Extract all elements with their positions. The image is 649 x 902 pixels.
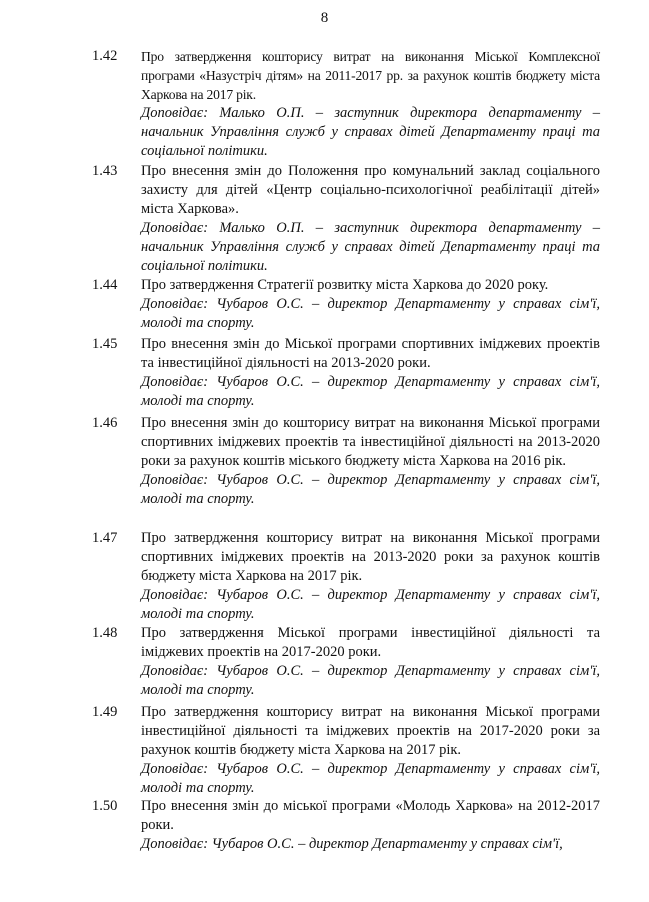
- item-number: 1.49: [92, 704, 118, 720]
- item-reporter: Доповідає: Чубаров О.С. – директор Департаменту у справах сім'ї, молоді та спорту.: [141, 472, 600, 507]
- item-reporter: Доповідає: Чубаров О.С. – директор Департаменту у справах сім'ї, молоді та спорту.: [141, 663, 600, 698]
- item-reporter: Доповідає: Чубаров О.С. – директор Департаменту у справах сім'ї, молоді та спорту.: [141, 296, 600, 331]
- item-number: 1.46: [92, 415, 118, 431]
- item-number: 1.50: [92, 798, 118, 814]
- item-reporter: Доповідає: Малько О.П. – заступник директора департаменту – начальник Управління служб у справах дітей Департаменту праці та соціальної політики.: [141, 105, 600, 159]
- item-number: 1.47: [92, 530, 118, 546]
- item-reporter: Доповідає: Малько О.П. – заступник директора департаменту – начальник Управління служб у справах дітей Департаменту праці та соціальної політики.: [141, 220, 600, 274]
- item-title: Про внесення змін до Положення про комунальний заклад соціального захисту для дітей «Центр соціально-психологічної реабілітації дітей» міста Харкова».: [141, 163, 600, 217]
- item-reporter: Доповідає: Чубаров О.С. – директор Департаменту у справах сім'ї, молоді та спорту.: [141, 374, 600, 409]
- item-title: Про затвердження кошторису витрат на виконання Міської Комплексної програми «Назустріч дітям» на 2011-2017 рр. за рахунок коштів бюджету міста Харкова на 2017 рік.: [141, 49, 600, 102]
- page-number: 8: [320, 10, 329, 26]
- item-title: Про затвердження Стратегії розвитку міста Харкова до 2020 року.: [141, 277, 549, 293]
- item-number: 1.44: [92, 277, 118, 293]
- item-title: Про внесення змін до кошторису витрат на виконання Міської програми спортивних іміджевих проектів та інвестиційної діяльності на 2013-2020 роки за рахунок коштів міського бюджету міста Харкова на 2016 рік.: [141, 415, 600, 469]
- item-reporter: Доповідає: Чубаров О.С. – директор Департаменту у справах сім'ї,: [141, 836, 563, 852]
- item-number: 1.42: [92, 48, 118, 64]
- item-title: Про затвердження кошторису витрат на виконання Міської програми інвестиційної діяльності та іміджевих проектів на 2017-2020 роки за рахунок коштів бюджету міста Харкова на 2017 рік.: [141, 704, 600, 758]
- item-number: 1.43: [92, 163, 118, 179]
- item-reporter: Доповідає: Чубаров О.С. – директор Департаменту у справах сім'ї, молоді та спорту.: [141, 761, 600, 796]
- item-title: Про внесення змін до міської програми «Молодь Харкова» на 2012-2017 роки.: [141, 798, 600, 833]
- item-number: 1.48: [92, 625, 118, 641]
- item-reporter: Доповідає: Чубаров О.С. – директор Департаменту у справах сім'ї, молоді та спорту.: [141, 587, 600, 622]
- item-number: 1.45: [92, 336, 118, 352]
- item-title: Про затвердження Міської програми інвестиційної діяльності та іміджевих проектів на 2017-2020 роки.: [141, 625, 600, 660]
- item-title: Про затвердження кошторису витрат на виконання Міської програми спортивних іміджевих проектів на 2013-2020 роки за рахунок коштів бюджету міста Харкова на 2017 рік.: [141, 530, 600, 584]
- item-title: Про внесення змін до Міської програми спортивних іміджевих проектів та інвестиційної діяльності на 2013-2020 роки.: [141, 336, 600, 371]
